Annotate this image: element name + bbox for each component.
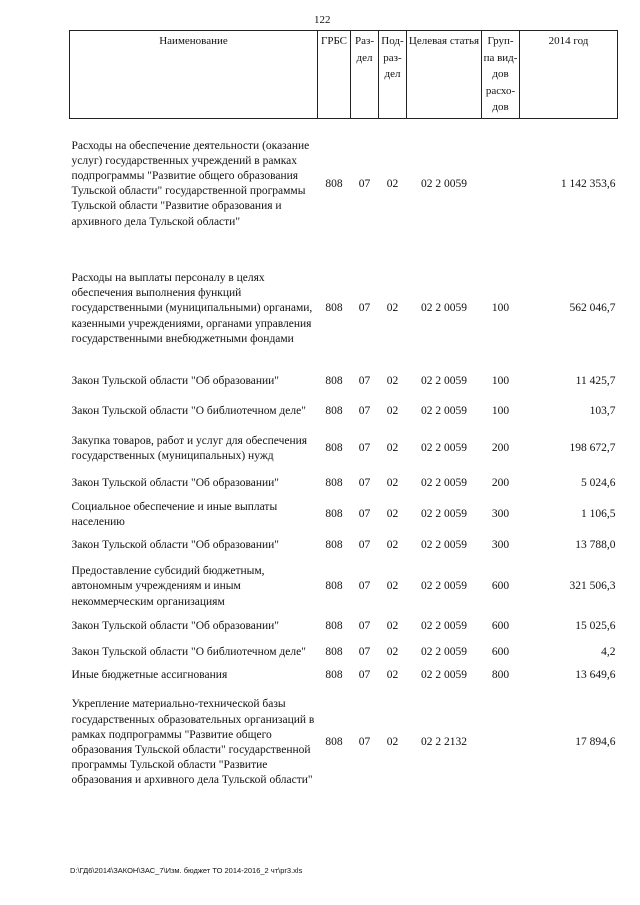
cell-cs: 02 2 0059: [421, 302, 467, 315]
cell-sum: 562 046,7: [569, 302, 616, 315]
cell-name: Иные бюджетные ассигнования: [71, 668, 228, 681]
cell-sum: 4,2: [601, 646, 616, 659]
cell-grbs: 808: [325, 302, 343, 315]
cell-vr: [482, 118, 520, 250]
table-row: [70, 640, 618, 666]
header-target-article: Целевая статья: [407, 31, 482, 119]
cell-grbs: 808: [325, 668, 343, 681]
cell-grbs: 808: [325, 177, 343, 190]
cell-pr: 02: [386, 477, 399, 490]
cell-rz: 07: [358, 302, 371, 315]
cell-grbs: 808: [325, 539, 343, 552]
cell-vr: 300: [491, 539, 510, 552]
cell-rz: 07: [358, 736, 371, 749]
cell-sum: 1 142 353,6: [560, 177, 616, 190]
cell-rz: 07: [358, 375, 371, 388]
cell-pr: 02: [386, 646, 399, 659]
cell-cs: 02 2 0059: [421, 539, 467, 552]
cell-sum: 5 024,6: [581, 477, 616, 490]
cell-rz: 07: [358, 620, 371, 633]
page-number: 122: [314, 14, 331, 26]
cell-sum: 321 506,3: [569, 580, 616, 593]
cell-cs: 02 2 0059: [421, 620, 467, 633]
cell-rz: 07: [358, 177, 371, 190]
cell-pr: 02: [386, 375, 399, 388]
cell-vr: 100: [491, 375, 510, 388]
cell-vr: 200: [491, 442, 510, 455]
header-year-2014: 2014 год: [520, 31, 618, 119]
cell-sum: 13 788,0: [575, 539, 616, 552]
cell-grbs: 808: [325, 736, 343, 749]
table-row: [70, 396, 618, 428]
cell-name: Расходы на обеспечение деятельности (оказание услуг) государственных учреждений в рамках подпрограммы "Развитие общего образования Тульской области" государственной программы Тульской области "Развитие образования и архивного дела Тульской области": [71, 139, 310, 228]
cell-name: Закон Тульской области "Об образовании": [71, 620, 279, 633]
table-row: [70, 470, 618, 498]
cell-pr: 02: [386, 405, 399, 418]
cell-cs: 02 2 0059: [421, 646, 467, 659]
cell-sum: 17 894,6: [575, 736, 616, 749]
cell-grbs: 808: [325, 620, 343, 633]
cell-vr: 200: [491, 477, 510, 490]
cell-vr: 300: [491, 508, 510, 521]
cell-sum: 103,7: [589, 405, 616, 418]
cell-pr: 02: [386, 668, 399, 681]
cell-vr: 600: [491, 646, 510, 659]
cell-pr: 02: [386, 620, 399, 633]
cell-name: Предоставление субсидий бюджетным, автономным учреждениям и иным некоммерческим организациям: [71, 565, 265, 608]
cell-cs: 02 2 0059: [421, 442, 467, 455]
cell-name: Закон Тульской области "Об образовании": [71, 477, 279, 490]
cell-vr: 100: [491, 302, 510, 315]
cell-grbs: 808: [325, 477, 343, 490]
cell-name: Закупка товаров, работ и услуг для обеспечения государственных (муниципальных) нужд: [71, 434, 308, 462]
table-row: [70, 498, 618, 532]
cell-rz: 07: [358, 477, 371, 490]
cell-cs: 02 2 0059: [421, 405, 467, 418]
cell-vr: 600: [491, 580, 510, 593]
cell-name: Расходы на выплаты персоналу в целях обеспечения выполнения функций государственными (муниципальными) органами, казенными учреждениями, органами управления государственными внебюджетными фондами: [71, 272, 313, 345]
cell-name: Закон Тульской области "О библиотечном деле": [71, 405, 306, 418]
table-row: [70, 250, 618, 368]
table-row: [70, 532, 618, 560]
cell-cs: 02 2 0059: [421, 580, 467, 593]
table-body: [70, 118, 618, 801]
cell-rz: 07: [358, 508, 371, 521]
cell-vr: 600: [491, 620, 510, 633]
table-row: [70, 428, 618, 470]
cell-rz: 07: [358, 442, 371, 455]
cell-name: Закон Тульской области "Об образовании": [71, 375, 279, 388]
cell-grbs: 808: [325, 508, 343, 521]
cell-name: Закон Тульской области "О библиотечном деле": [71, 646, 306, 659]
cell-grbs: 808: [325, 442, 343, 455]
header-grbs: ГРБС: [318, 31, 351, 119]
cell-rz: 07: [358, 668, 371, 681]
cell-grbs: 808: [325, 405, 343, 418]
cell-cs: 02 2 0059: [421, 177, 467, 190]
table-row: [70, 368, 618, 396]
cell-pr: 02: [386, 302, 399, 315]
cell-name: Социальное обеспечение и иные выплаты населению: [71, 500, 278, 528]
cell-sum: 198 672,7: [569, 442, 616, 455]
cell-cs: 02 2 0059: [421, 477, 467, 490]
cell-sum: 15 025,6: [575, 620, 616, 633]
cell-vr: [482, 685, 520, 801]
cell-rz: 07: [358, 405, 371, 418]
budget-table: [69, 30, 618, 801]
header-expense-group: Груп-па вид-дов расхо-дов: [482, 31, 520, 119]
cell-pr: 02: [386, 736, 399, 749]
cell-cs: 02 2 0059: [421, 375, 467, 388]
table-row: [70, 685, 618, 801]
cell-vr: 800: [491, 668, 510, 681]
cell-pr: 02: [386, 442, 399, 455]
cell-name: Укрепление материально-технической базы государственных образовательных организаций в рамках подпрограммы "Развитие общего образования Тульской области" государственной программы Тульской области "Развитие образования и архивного дела Тульской области": [71, 698, 315, 787]
cell-pr: 02: [386, 508, 399, 521]
table-row: [70, 614, 618, 640]
table-row: [70, 666, 618, 685]
cell-grbs: 808: [325, 580, 343, 593]
cell-sum: 13 649,6: [575, 668, 616, 681]
cell-pr: 02: [386, 580, 399, 593]
cell-cs: 02 2 0059: [421, 508, 467, 521]
cell-cs: 02 2 2132: [421, 736, 467, 749]
cell-cs: 02 2 0059: [421, 668, 467, 681]
cell-pr: 02: [386, 539, 399, 552]
header-razdel: Раз-дел: [351, 31, 379, 119]
cell-rz: 07: [358, 539, 371, 552]
cell-pr: 02: [386, 177, 399, 190]
header-name: Наименование: [70, 31, 318, 119]
cell-sum: 1 106,5: [581, 508, 616, 521]
cell-rz: 07: [358, 646, 371, 659]
header-podrazdel: Под-раз-дел: [379, 31, 407, 119]
cell-sum: 11 425,7: [575, 375, 616, 388]
cell-rz: 07: [358, 580, 371, 593]
table-row: [70, 560, 618, 614]
table-row: [70, 118, 618, 250]
file-path-footer: D:\ГД6\2014\ЗАКОН\ЗАС_7\Изм. бюджет ТО 2014-2016_2 чт\pr3.xls: [70, 866, 303, 875]
cell-grbs: 808: [325, 375, 343, 388]
cell-name: Закон Тульской области "Об образовании": [71, 539, 279, 552]
cell-grbs: 808: [325, 646, 343, 659]
cell-vr: 100: [491, 405, 510, 418]
